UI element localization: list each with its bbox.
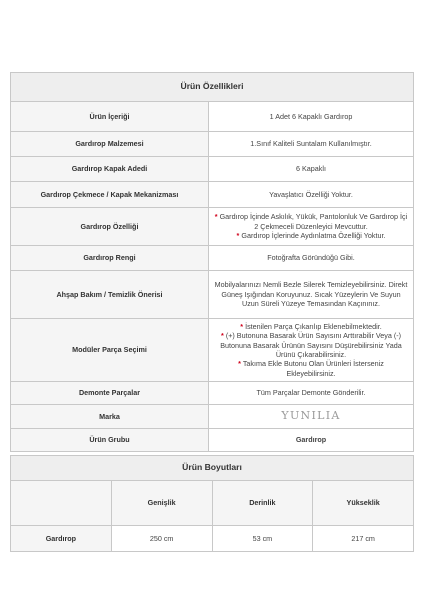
feature-row — [11, 182, 414, 208]
asterisk-icon: * — [214, 212, 218, 222]
list-item-text: (+) Butonuna Basarak Ürün Sayısını Arttırabilir Veya (-) Butonuna Basarak Ürünün Sayısını Düşürebilirsiniz Yada Ürünü Çıkarabilirsiniz. — [220, 331, 402, 359]
feature-key: Demonte Parçalar — [11, 382, 209, 405]
asterisk-icon: * — [240, 321, 244, 331]
table-row — [11, 526, 414, 552]
dimension-value: 217 cm — [313, 526, 414, 552]
feature-value: Gardırop — [209, 429, 414, 452]
feature-row — [11, 208, 414, 246]
brand-logo: YUNILIA — [281, 409, 341, 423]
features-title: Ürün Özellikleri — [11, 73, 414, 102]
brand-logo-cell — [209, 405, 414, 429]
feature-value-list — [209, 319, 414, 382]
column-header: Derinlik — [212, 481, 313, 526]
feature-key: Gardırop Çekmece / Kapak Mekanizması — [11, 182, 209, 208]
feature-row — [11, 271, 414, 319]
feature-key: Gardırop Rengi — [11, 246, 209, 271]
list-item — [213, 322, 409, 331]
feature-key: Modüler Parça Seçimi — [11, 319, 209, 382]
feature-value: 6 Kapaklı — [209, 157, 414, 182]
list-item — [213, 359, 409, 378]
feature-value: 1.Sınıf Kaliteli Suntalam Kullanılmıştır. — [209, 132, 414, 157]
list-item-text: İstenilen Parça Çıkarılıp Eklenebilmektedir. — [245, 321, 382, 331]
dimensions-title: Ürün Boyutları — [11, 456, 414, 481]
asterisk-icon: * — [221, 331, 224, 341]
dimensions-header-row — [11, 481, 414, 526]
list-item-text: Takıma Ekle Butonu Olan Ürünleri İsterseniz Ekleyebilirsiniz. — [242, 359, 384, 378]
feature-key: Marka — [11, 405, 209, 429]
list-item-text: Gardırop İçlerinde Aydınlatma Özelliği Yoktur. — [241, 231, 386, 241]
row-label: Gardırop — [11, 526, 112, 552]
list-item-text: Gardırop İçinde Askılık, Yükük, Pantolonluk Ve Gardırop İçi 2 Çekmeceli Düzenleyici Mevcuttur. — [219, 212, 408, 231]
feature-key: Gardırop Malzemesi — [11, 132, 209, 157]
dimension-value: 53 cm — [212, 526, 313, 552]
feature-key: Ürün İçeriği — [11, 102, 209, 132]
empty-corner-cell — [11, 481, 112, 526]
feature-key: Gardırop Özelliği — [11, 208, 209, 246]
feature-row — [11, 429, 414, 452]
list-item — [213, 231, 409, 240]
feature-value: Mobilyalarınızı Nemli Bezle Silerek Temizleyebilirsiniz. Direkt Güneş Işığından Koruyunuz. Sıcak Yüzeylerin Ve Suyun Uzun Süreli Yüzeye Temasından Kaçınınız. — [209, 271, 414, 319]
feature-row — [11, 157, 414, 182]
asterisk-icon: * — [236, 231, 240, 241]
feature-row — [11, 102, 414, 132]
feature-value: Fotoğrafta Göründüğü Gibi. — [209, 246, 414, 271]
column-header: Genişlik — [111, 481, 212, 526]
feature-row — [11, 246, 414, 271]
feature-value: 1 Adet 6 Kapaklı Gardırop — [209, 102, 414, 132]
asterisk-icon: * — [238, 359, 241, 369]
feature-row — [11, 319, 414, 382]
feature-key: Gardırop Kapak Adedi — [11, 157, 209, 182]
product-features-table — [10, 72, 414, 452]
feature-key: Ahşap Bakım / Temizlik Önerisi — [11, 271, 209, 319]
list-item — [213, 331, 409, 359]
dimension-value: 250 cm — [111, 526, 212, 552]
feature-value: Yavaşlatıcı Özelliği Yoktur. — [209, 182, 414, 208]
list-item — [213, 212, 409, 231]
feature-row — [11, 405, 414, 429]
feature-row — [11, 132, 414, 157]
product-dimensions-table — [10, 455, 414, 552]
feature-value: Tüm Parçalar Demonte Gönderilir. — [209, 382, 414, 405]
column-header: Yükseklik — [313, 481, 414, 526]
feature-value-list — [209, 208, 414, 246]
feature-row — [11, 382, 414, 405]
feature-key: Ürün Grubu — [11, 429, 209, 452]
